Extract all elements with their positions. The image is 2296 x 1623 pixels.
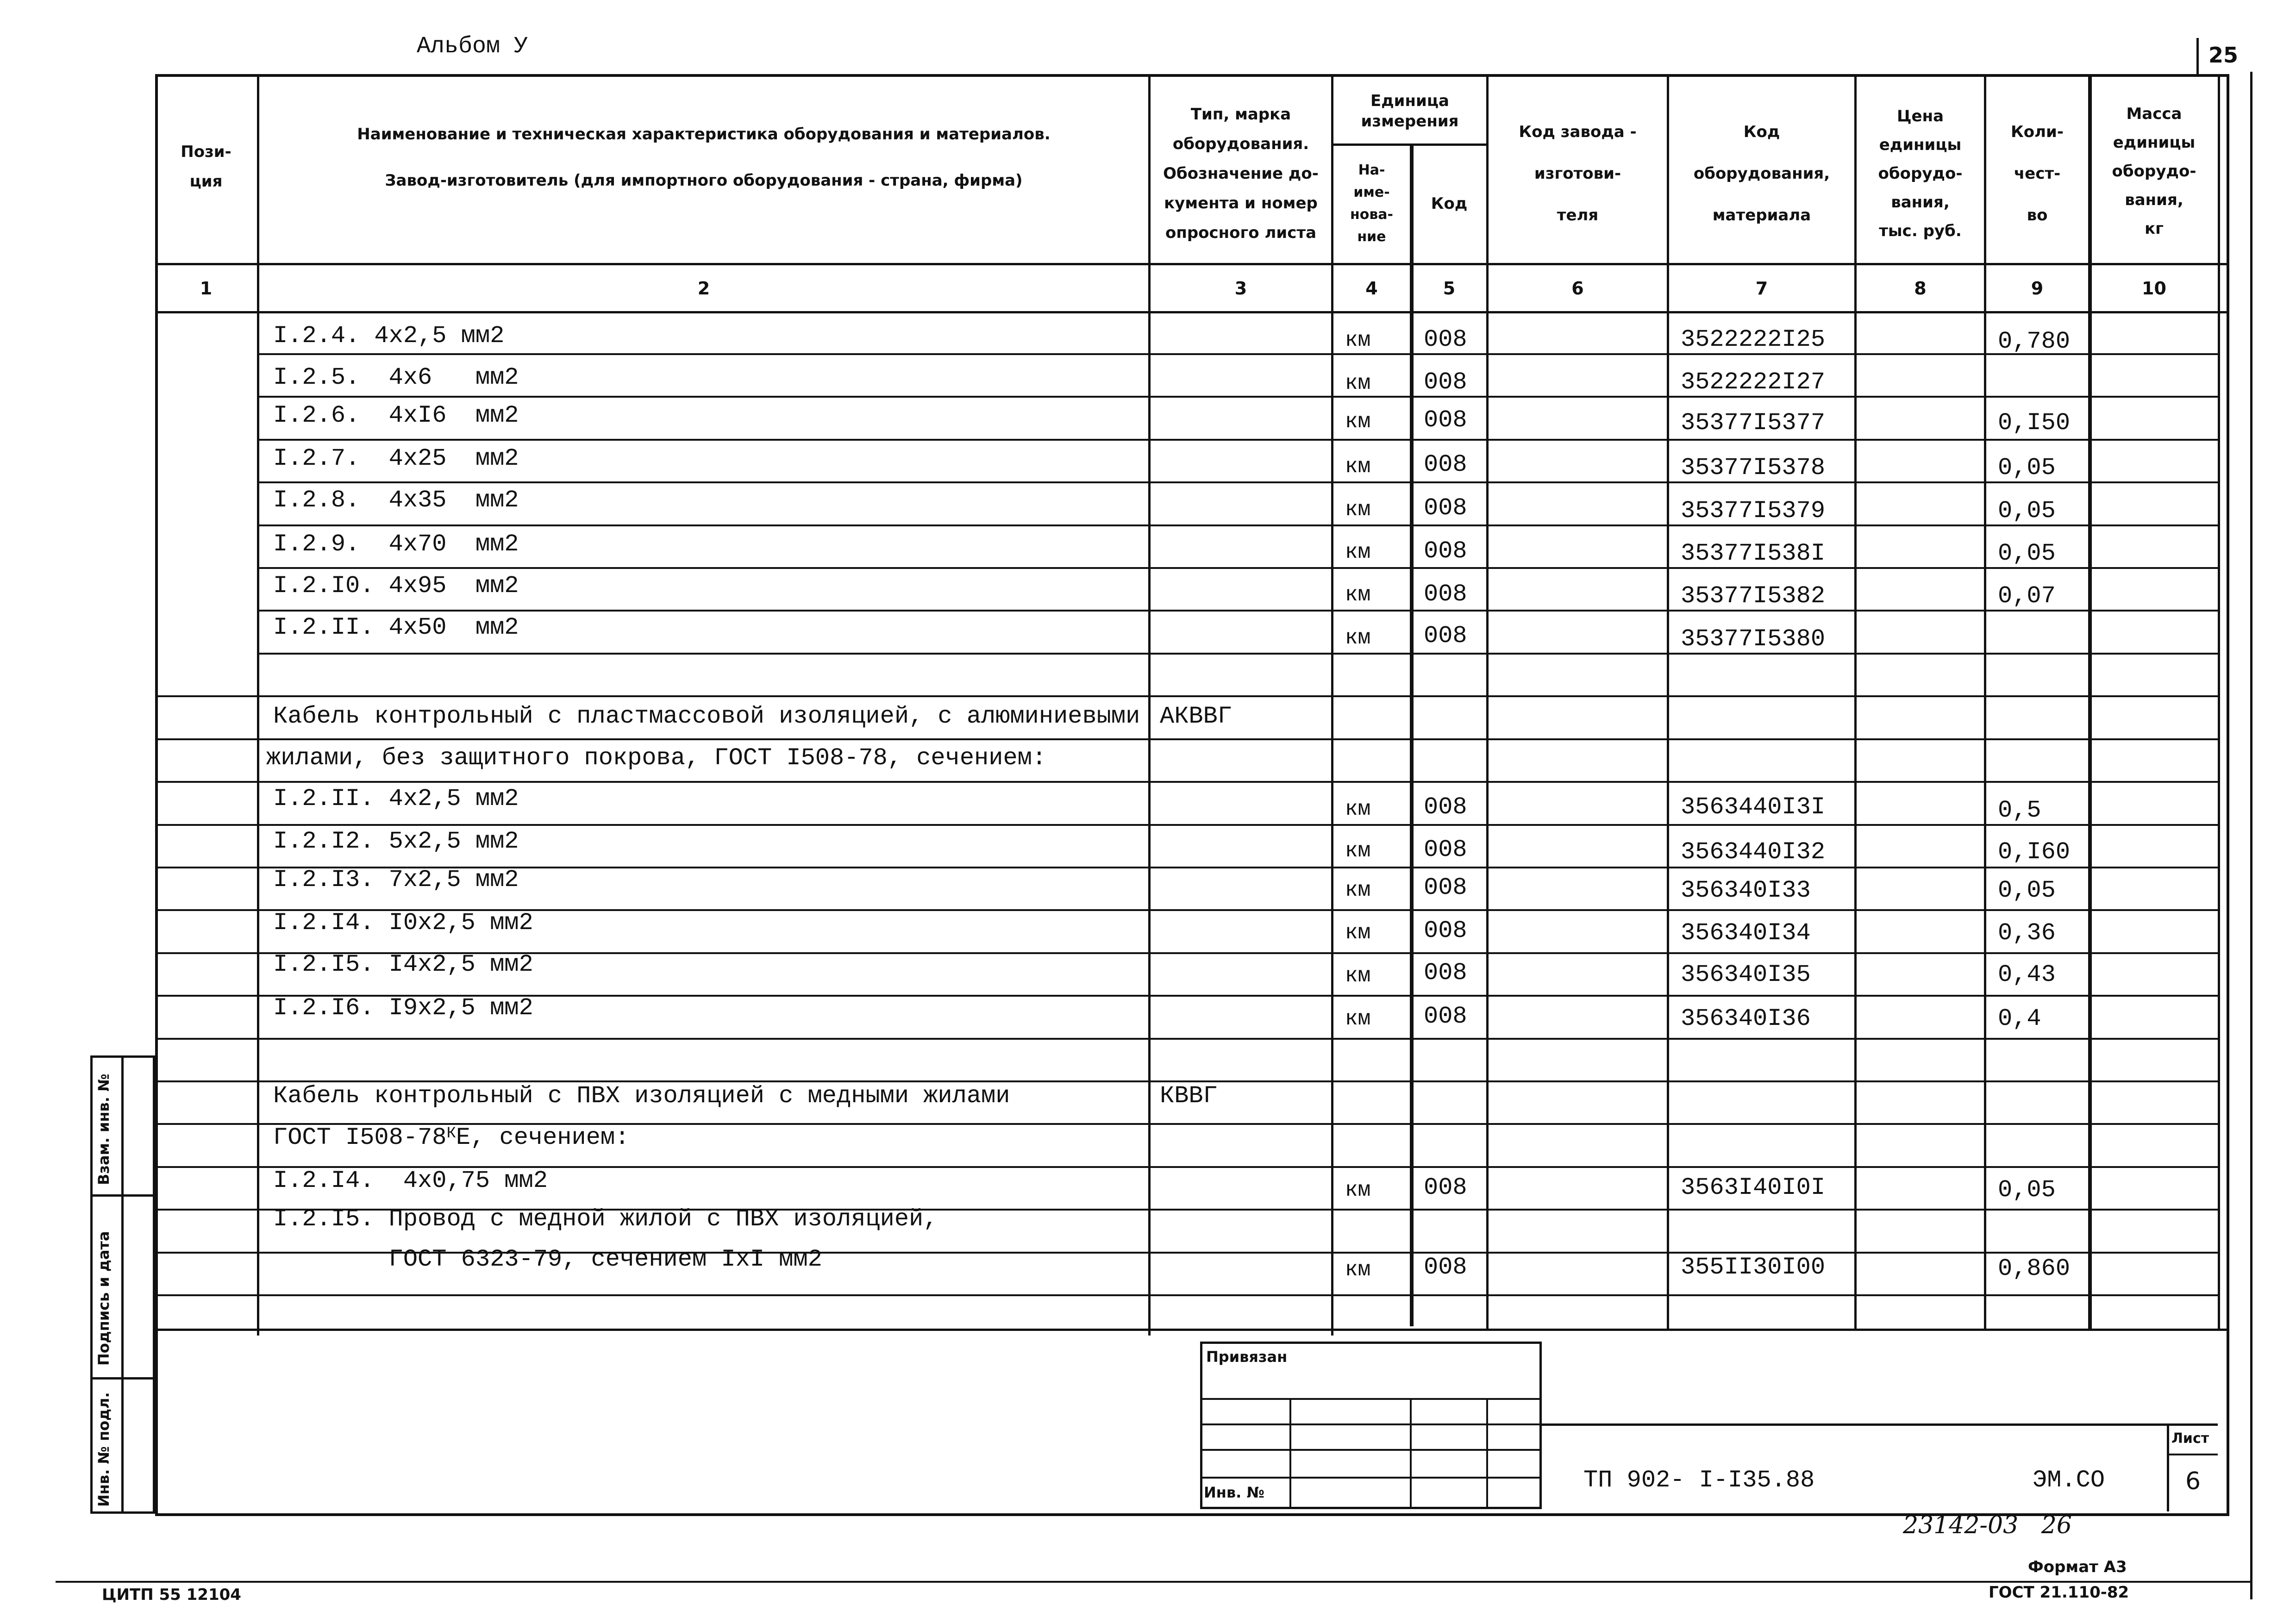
row-unit: км bbox=[1345, 1258, 1371, 1282]
row-line bbox=[155, 1294, 2218, 1296]
side-stamp-hline bbox=[90, 1194, 155, 1197]
row-name: I.2.I2. 5x2,5 мм2 bbox=[273, 828, 519, 855]
header-unit-name: На- име- нова- ние bbox=[1350, 162, 1394, 245]
row-code: 008 bbox=[1424, 917, 1467, 944]
row-line bbox=[155, 738, 2218, 740]
header-mass: Масса единицы оборудо- вания, кг bbox=[2112, 105, 2196, 238]
col-line-8 bbox=[1984, 74, 1986, 1329]
row-line bbox=[257, 610, 2218, 612]
row-unit: км bbox=[1345, 455, 1371, 479]
table-bottom-line bbox=[155, 1329, 2229, 1331]
row-unit: км bbox=[1345, 839, 1371, 863]
row-material-code: 356340I34 bbox=[1681, 919, 1811, 947]
row-name: I.2.I5. Провод с медной жилой с ПВХ изоляцией, bbox=[273, 1205, 938, 1233]
row-unit: км bbox=[1345, 1178, 1371, 1202]
row-material-code: 35377I538I bbox=[1681, 540, 1826, 567]
inv-no-label: Инв. № bbox=[1204, 1484, 1264, 1501]
col-line-10 bbox=[2218, 74, 2220, 1329]
colnum-2: 2 bbox=[697, 278, 710, 299]
stamp-line bbox=[1200, 1398, 1542, 1400]
gost-suffix-sup: К bbox=[446, 1125, 456, 1142]
colnum-3: 3 bbox=[1234, 278, 1247, 299]
footer-line bbox=[56, 1581, 2252, 1583]
col-line-6 bbox=[1667, 74, 1669, 1329]
row-qty: 0,I50 bbox=[1998, 409, 2071, 437]
row-line bbox=[257, 653, 2218, 655]
row-code: 008 bbox=[1424, 959, 1467, 986]
stamp-line bbox=[1200, 1423, 1542, 1425]
row-unit: км bbox=[1345, 921, 1371, 945]
header-material-code: Код оборудования, материала bbox=[1693, 123, 1830, 225]
row-unit: км bbox=[1345, 498, 1371, 522]
stamp-line bbox=[1200, 1449, 1542, 1451]
stamp-vline bbox=[1486, 1398, 1488, 1509]
row-name: I.2.I6. I9x2,5 мм2 bbox=[273, 994, 533, 1022]
row-qty: 0,05 bbox=[1998, 497, 2056, 524]
row-material-code: 356340I33 bbox=[1681, 877, 1811, 904]
row-material-code: 3522222I25 bbox=[1681, 326, 1826, 353]
row-material-code: 35377I5379 bbox=[1681, 497, 1826, 524]
row-name: I.2.5. 4x6 мм2 bbox=[273, 364, 519, 391]
row-code: 008 bbox=[1424, 537, 1467, 565]
album-title: Альбом У bbox=[417, 33, 528, 60]
header-position: Пози- ция bbox=[181, 143, 231, 191]
row-material-code: 3563440I32 bbox=[1681, 838, 1826, 866]
row-code: 008 bbox=[1424, 1174, 1467, 1201]
col-line-3 bbox=[1331, 74, 1333, 1336]
row-material-code: 3522222I27 bbox=[1681, 368, 1826, 396]
row-qty: 0,36 bbox=[1998, 919, 2056, 947]
row-material-code: 35377I5382 bbox=[1681, 582, 1826, 610]
colnum-7: 7 bbox=[1755, 278, 1768, 299]
format-label: Формат А3 bbox=[2028, 1558, 2127, 1576]
row-qty: 0,780 bbox=[1998, 328, 2071, 355]
row-code: 008 bbox=[1424, 406, 1467, 434]
gost-suffix: Е, сечением: bbox=[456, 1124, 630, 1151]
row-name: I.2.I4. 4x0,75 мм2 bbox=[273, 1167, 548, 1194]
row-unit: км bbox=[1345, 328, 1371, 352]
row-qty: 0,5 bbox=[1998, 797, 2041, 824]
header-factory-code: Код завода - изготови- теля bbox=[1519, 123, 1637, 225]
row-unit: км bbox=[1345, 1007, 1371, 1031]
col-line-7 bbox=[1854, 74, 1857, 1329]
row-unit: км bbox=[1345, 797, 1371, 821]
doc-code: ТП 902- I-I35.88 bbox=[1583, 1467, 1815, 1494]
row-code: 008 bbox=[1424, 836, 1467, 863]
row-unit: км bbox=[1345, 964, 1371, 988]
stamp-line bbox=[1200, 1477, 1542, 1479]
row-unit: км bbox=[1345, 371, 1371, 395]
row-line bbox=[257, 439, 2218, 441]
doc-mark: ЭМ.СО bbox=[2033, 1467, 2105, 1494]
header-bottom-line bbox=[155, 263, 2229, 265]
row-name: жилами, без защитного покрова, ГОСТ I508-78, сечением: bbox=[266, 744, 1047, 772]
row-code: 008 bbox=[1424, 451, 1467, 478]
row-code: 008 bbox=[1424, 581, 1467, 608]
row-line bbox=[155, 824, 2218, 826]
row-name: I.2.I4. I0x2,5 мм2 bbox=[273, 909, 533, 936]
row-material-code: 3563I40I0I bbox=[1681, 1174, 1826, 1201]
row-name: I.2.6. 4xI6 мм2 bbox=[273, 402, 519, 429]
row-name: I.2.8. 4x35 мм2 bbox=[273, 487, 519, 514]
colnum-5: 5 bbox=[1443, 278, 1456, 299]
colnum-8: 8 bbox=[1914, 278, 1927, 299]
row-unit: км bbox=[1345, 878, 1371, 902]
row-qty: 0,4 bbox=[1998, 1005, 2041, 1032]
col-line-9 bbox=[2088, 74, 2092, 1329]
list-number: 6 bbox=[2185, 1467, 2201, 1495]
row-code: 008 bbox=[1424, 1254, 1467, 1281]
header-price: Цена единицы оборудо- вания, тыс. руб. bbox=[1878, 107, 1963, 240]
stamp-vline bbox=[1410, 1398, 1412, 1509]
row-name: I.2.I5. I4x2,5 мм2 bbox=[273, 951, 533, 978]
col-line-2 bbox=[1148, 74, 1151, 1336]
row-code: 008 bbox=[1424, 622, 1467, 649]
privyazan-label: Привязан bbox=[1206, 1348, 1288, 1366]
row-code: 008 bbox=[1424, 1003, 1467, 1030]
title-block-top-line bbox=[1542, 1423, 2218, 1426]
row-unit: км bbox=[1345, 626, 1371, 650]
row-unit: км bbox=[1345, 540, 1371, 564]
page-corner-number: 25 bbox=[2208, 43, 2239, 68]
row-code: 008 bbox=[1424, 793, 1467, 821]
row-material-code: 356340I35 bbox=[1681, 961, 1811, 988]
corner-line bbox=[2196, 38, 2199, 75]
row-code: 008 bbox=[1424, 494, 1467, 522]
row-name: I.2.7. 4x25 мм2 bbox=[273, 445, 519, 472]
row-material-code: 356340I36 bbox=[1681, 1005, 1811, 1032]
side-label-podpis: Подпись и дата bbox=[95, 1231, 113, 1366]
row-line bbox=[257, 396, 2218, 398]
header-name-line1: Наименование и техническая характеристика оборудования и материалов. bbox=[357, 125, 1051, 144]
cipp-label: ЦИТП 55 12104 bbox=[102, 1586, 241, 1604]
row-material-code: 355II30I00 bbox=[1681, 1254, 1826, 1281]
colnum-10: 10 bbox=[2142, 278, 2166, 299]
row-type: АКВВГ bbox=[1160, 703, 1232, 730]
row-material-code: 3563440I3I bbox=[1681, 793, 1826, 821]
header-name-line2: Завод-изготовитель (для импортного оборудования - страна, фирма) bbox=[385, 171, 1023, 190]
row-qty: 0,43 bbox=[1998, 961, 2056, 988]
row-type: КВВГ bbox=[1160, 1082, 1218, 1110]
list-label: Лист bbox=[2171, 1430, 2209, 1447]
row-qty: 0,05 bbox=[1998, 540, 2056, 567]
row-name: I.2.II. 4x2,5 мм2 bbox=[273, 785, 519, 812]
row-name: Кабель контрольный с пластмассовой изоляцией, с алюминиевыми bbox=[273, 703, 1140, 730]
row-qty: 0,05 bbox=[1998, 877, 2056, 904]
row-name: Кабель контрольный с ПВХ изоляцией с медными жилами bbox=[273, 1082, 1010, 1110]
row-name: I.2.I3. 7x2,5 мм2 bbox=[273, 866, 519, 893]
row-name: ГОСТ 6323-79, сечением IxI мм2 bbox=[273, 1246, 822, 1273]
row-name: I.2.9. 4x70 мм2 bbox=[273, 531, 519, 558]
row-line bbox=[155, 781, 2218, 783]
row-code: 008 bbox=[1424, 368, 1467, 396]
unit-split-line bbox=[1331, 144, 1486, 146]
colnum-4: 4 bbox=[1365, 278, 1378, 299]
row-qty: 0,860 bbox=[1998, 1255, 2071, 1282]
col-line-5 bbox=[1486, 74, 1489, 1329]
row-line bbox=[155, 1038, 2218, 1040]
header-unit: Единица измерения bbox=[1361, 92, 1459, 131]
gost-footer: ГОСТ 21.110-82 bbox=[1989, 1583, 2129, 1602]
colnum-1: 1 bbox=[200, 278, 213, 299]
row-line bbox=[155, 695, 2218, 697]
colnum-6: 6 bbox=[1571, 278, 1584, 299]
side-label-vzam: Взам. инв. № bbox=[95, 1074, 113, 1185]
row-name: I.2.II. 4x50 мм2 bbox=[273, 614, 519, 641]
row-material-code: 35377I5380 bbox=[1681, 625, 1826, 653]
row-qty: 0,05 bbox=[1998, 454, 2056, 481]
handwritten-number: 23142-03 26 bbox=[1903, 1511, 2072, 1539]
stamp-vline bbox=[1289, 1398, 1291, 1509]
header-unit-code: Код bbox=[1431, 194, 1468, 213]
header-quantity: Коли- чест- во bbox=[2011, 123, 2064, 225]
list-box-split bbox=[2167, 1454, 2218, 1455]
col-line-1 bbox=[257, 74, 259, 1336]
row-material-code: 35377I5378 bbox=[1681, 454, 1826, 481]
row-name bbox=[273, 1126, 629, 1150]
row-unit: км bbox=[1345, 583, 1371, 607]
row-material-code: 35377I5377 bbox=[1681, 409, 1826, 437]
row-line bbox=[257, 524, 2218, 526]
row-qty: 0,05 bbox=[1998, 1176, 2056, 1204]
colnum-9: 9 bbox=[2031, 278, 2044, 299]
row-name: I.2.4. 4x2,5 мм2 bbox=[273, 322, 505, 350]
row-name: I.2.I0. 4x95 мм2 bbox=[273, 572, 519, 599]
right-margin-line bbox=[2250, 72, 2252, 1599]
row-line bbox=[257, 567, 2218, 569]
list-box-line bbox=[2167, 1423, 2169, 1511]
row-line bbox=[257, 481, 2218, 483]
gost-text: ГОСТ I508-78 bbox=[273, 1124, 447, 1151]
side-stamp-vline bbox=[121, 1055, 124, 1514]
row-qty: 0,I60 bbox=[1998, 838, 2071, 866]
row-qty: 0,07 bbox=[1998, 582, 2056, 610]
row-code: 008 bbox=[1424, 326, 1467, 353]
row-code: 008 bbox=[1424, 874, 1467, 901]
side-stamp-hline bbox=[90, 1377, 155, 1380]
colnum-bottom-line bbox=[155, 311, 2229, 313]
side-label-inv-podl: Инв. № подл. bbox=[95, 1392, 113, 1507]
col-line-4 bbox=[1410, 144, 1414, 1326]
header-type: Тип, марка оборудования. Обозначение до- кумента и номер опросного листа bbox=[1163, 105, 1319, 242]
row-unit: км bbox=[1345, 410, 1371, 434]
row-line bbox=[257, 353, 2218, 355]
